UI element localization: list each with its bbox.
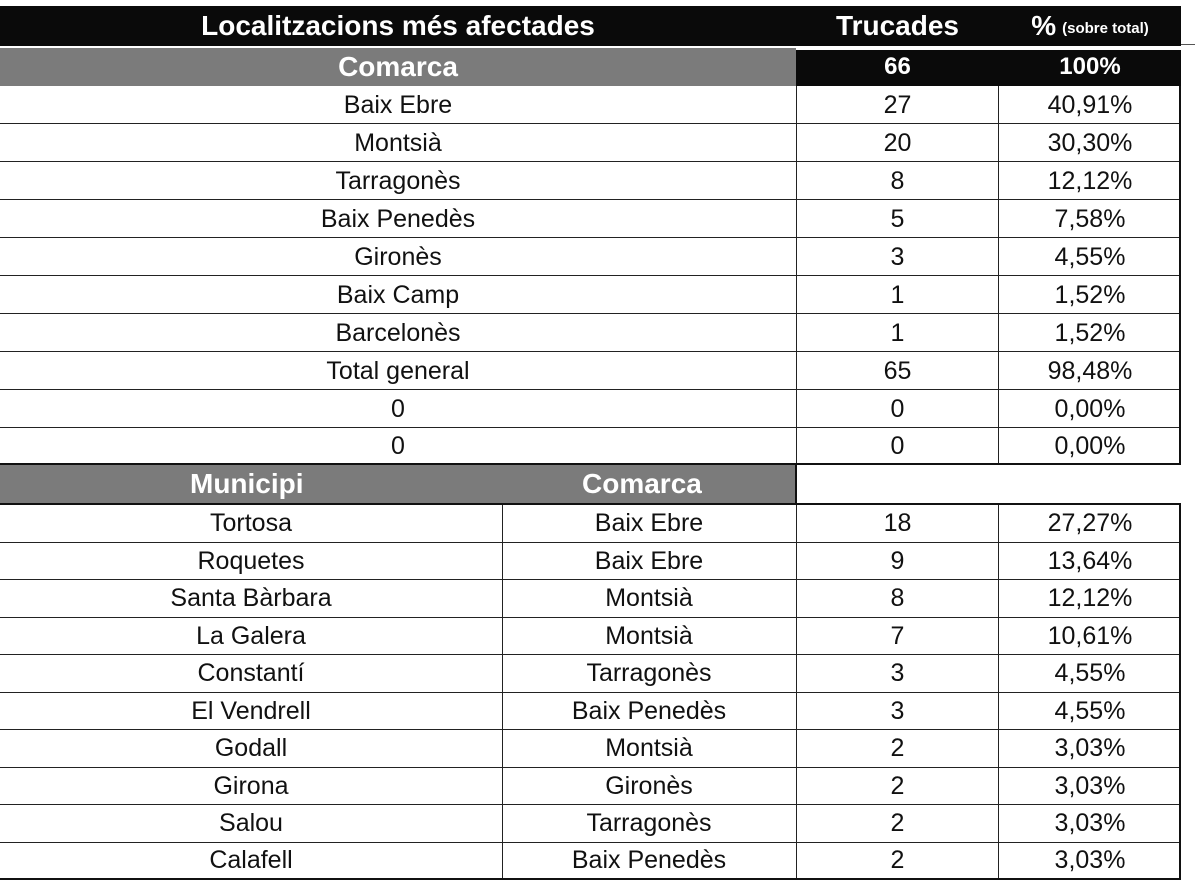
calls-count: 65 (883, 356, 912, 385)
percent-value: 1,52% (1054, 318, 1126, 347)
percent-value: 12,12% (1047, 166, 1133, 195)
comarca-name: 0 (391, 431, 405, 460)
calls-count: 0 (890, 431, 905, 460)
table-row (0, 352, 1181, 390)
table-row (0, 238, 1181, 276)
municipi-name: Godall (214, 734, 288, 762)
percent-value: 12,12% (1047, 584, 1133, 612)
calls-count: 9 (890, 546, 905, 575)
percent-note: (sobre total) (1062, 19, 1149, 37)
header-divider-line (1181, 44, 1195, 45)
municipi-name: Santa Bàrbara (170, 584, 332, 612)
comarca-name: Montsià (354, 128, 442, 157)
municipi-comarca: Montsià (605, 734, 693, 762)
calls-count: 5 (890, 204, 905, 233)
comarca-name: Baix Camp (336, 280, 460, 309)
percent-value: 1,52% (1054, 280, 1126, 309)
calls-count: 1 (890, 280, 905, 309)
municipi-comarca-column-header: Comarca (502, 465, 796, 503)
percent-value: 0,00% (1054, 431, 1126, 460)
table-row (0, 655, 1181, 693)
table-row (0, 618, 1181, 656)
municipi-name: La Galera (196, 621, 306, 650)
calls-count: 7 (890, 621, 905, 650)
table-row (0, 162, 1181, 200)
municipi-name: Girona (213, 771, 289, 800)
percent-value: 4,55% (1054, 696, 1126, 725)
percent-value: 40,91% (1047, 90, 1133, 119)
calls-count: 0 (890, 394, 905, 423)
calls-count: 1 (890, 318, 905, 347)
percent-value: 27,27% (1047, 509, 1133, 537)
table-row (0, 543, 1181, 581)
table-row (0, 428, 1181, 466)
comarca-column-header: Comarca (0, 48, 796, 86)
municipi-name: Tortosa (210, 509, 292, 537)
total-percent: 100% (999, 48, 1181, 86)
municipi-comarca: Montsià (605, 621, 693, 650)
calls-count: 8 (890, 166, 905, 195)
column-divider (998, 505, 999, 879)
calls-count: 8 (890, 584, 905, 612)
percent-value: 3,03% (1054, 846, 1126, 874)
calls-count: 3 (890, 659, 905, 687)
municipi-comarca: Baix Penedès (571, 696, 727, 725)
municipi-column-header: Municipi (0, 465, 502, 503)
calls-count: 2 (890, 846, 905, 874)
calls-column-header: Trucades (796, 6, 999, 46)
column-divider (796, 505, 797, 879)
percent-value: 3,03% (1054, 734, 1126, 762)
percent-value: 4,55% (1054, 242, 1126, 271)
municipi-comarca: Tarragonès (586, 809, 712, 837)
table-row (0, 390, 1181, 428)
calls-count: 2 (890, 809, 905, 837)
table-row (0, 200, 1181, 238)
municipi-comarca: Montsià (605, 584, 693, 612)
calls-count: 3 (890, 696, 905, 725)
municipi-name: Calafell (209, 846, 293, 874)
percent-column-header (999, 6, 1181, 46)
comarca-name: Baix Penedès (320, 204, 476, 233)
percent-symbol: % (1031, 10, 1057, 41)
calls-count: 3 (890, 242, 905, 271)
percent-value: 4,55% (1054, 659, 1126, 687)
percent-value: 10,61% (1047, 621, 1133, 650)
table-row (0, 276, 1181, 314)
percent-value: 7,58% (1054, 204, 1126, 233)
header-border-right (795, 465, 797, 503)
comarca-name: Baix Ebre (343, 90, 453, 119)
calls-count: 20 (883, 128, 912, 157)
column-divider (796, 86, 797, 464)
comarca-name: Total general (326, 356, 470, 385)
percent-value: 3,03% (1054, 809, 1126, 837)
table-row (0, 505, 1181, 543)
table-row (0, 843, 1181, 881)
municipi-comarca: Tarragonès (586, 659, 712, 687)
total-calls: 66 (796, 48, 999, 86)
table-row (0, 580, 1181, 618)
percent-value: 98,48% (1047, 356, 1133, 385)
table-row (0, 805, 1181, 843)
table-row (0, 86, 1181, 124)
municipi-name: Salou (219, 809, 283, 837)
calls-count: 27 (883, 90, 912, 119)
percent-value: 30,30% (1047, 128, 1133, 157)
comarca-name: Barcelonès (335, 318, 461, 347)
municipi-comarca: Baix Penedès (571, 846, 727, 874)
comarca-name: Gironès (354, 242, 442, 271)
municipi-comarca: Baix Ebre (594, 509, 704, 537)
table-row (0, 693, 1181, 731)
column-divider (998, 86, 999, 464)
table-row (0, 768, 1181, 806)
table-title: Localitzacions més afectades (0, 6, 796, 46)
municipi-comarca: Gironès (605, 771, 693, 800)
calls-count: 2 (890, 771, 905, 800)
municipi-comarca: Baix Ebre (594, 546, 704, 575)
comarca-name: Tarragonès (335, 166, 461, 195)
percent-value: 0,00% (1054, 394, 1126, 423)
comarca-name: 0 (391, 394, 405, 423)
table-row (0, 314, 1181, 352)
percent-value: 3,03% (1054, 771, 1126, 800)
table-row (0, 730, 1181, 768)
header-gap-line (796, 48, 1181, 50)
municipi-name: El Vendrell (191, 696, 311, 725)
municipi-name: Roquetes (197, 546, 305, 575)
calls-count: 18 (883, 509, 912, 537)
percent-value: 13,64% (1047, 546, 1133, 575)
municipi-name: Constantí (197, 659, 305, 687)
column-divider (502, 505, 503, 879)
table-row (0, 124, 1181, 162)
calls-count: 2 (890, 734, 905, 762)
